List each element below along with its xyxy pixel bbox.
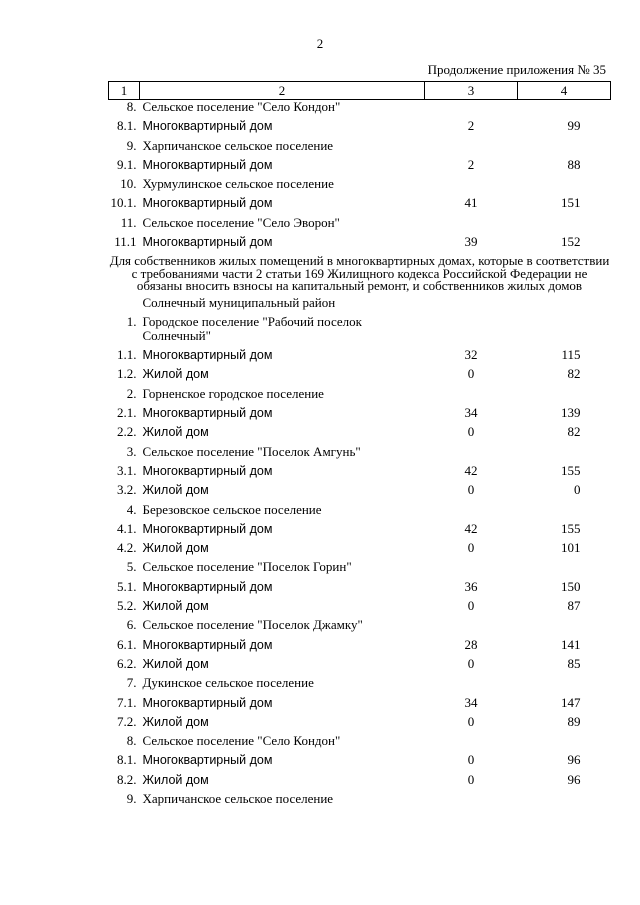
row-value-col4: 115	[561, 347, 581, 363]
row-name: Городское поселение "Рабочий поселок Солнечный"	[142, 314, 362, 344]
table-row	[109, 216, 611, 235]
row-number: 8.1.	[117, 752, 137, 768]
table-row	[109, 177, 611, 196]
row-number: 9.	[126, 137, 137, 153]
row-number: 4.1.	[117, 520, 137, 536]
row-number: 8.	[126, 99, 137, 114]
row-value-col3: 0	[467, 598, 475, 614]
row-value-col3: 28	[464, 636, 478, 652]
row-name: Многоквартирный дом	[142, 235, 273, 250]
row-number: 7.2.	[117, 713, 137, 729]
row-number: 11.	[120, 214, 137, 230]
row-number: 2.1.	[117, 405, 137, 421]
row-value-col4: 155	[561, 462, 581, 478]
data-table	[108, 81, 611, 811]
row-number: 4.2.	[117, 540, 137, 556]
row-value-col4: 139	[561, 405, 581, 421]
row-name: Многоквартирный дом	[142, 695, 273, 710]
row-value-col4: 151	[561, 195, 581, 211]
row-value-col3	[425, 734, 518, 753]
row-name: Многоквартирный дом	[142, 348, 273, 363]
row-number: 7.	[126, 675, 137, 691]
row-number: 2.	[126, 385, 137, 401]
row-value-col4: 152	[561, 234, 581, 250]
row-number: 2.2.	[117, 424, 137, 440]
row-name: Многоквартирный дом	[142, 521, 273, 536]
table-row	[109, 715, 611, 734]
row-value-col4	[518, 387, 611, 406]
row-number: 1.	[126, 314, 137, 330]
row-name: Многоквартирный дом	[142, 196, 273, 211]
row-name: Дукинское сельское поселение	[142, 675, 314, 691]
row-name: Жилой дом	[142, 541, 209, 556]
row-value-col3: 0	[467, 424, 475, 440]
row-value-col3: 2	[467, 118, 475, 134]
row-number: 5.1.	[117, 578, 137, 594]
row-number: 6.1.	[117, 636, 137, 652]
row-value-col4: 150	[561, 578, 581, 594]
header-col-1: 1	[109, 82, 140, 100]
row-number: 5.	[126, 559, 137, 575]
row-name: Харпичанское сельское поселение	[142, 137, 334, 153]
section-heading: Для собственников жилых помещений в многоквартирных домах, которые в соответствии с требованиями части 2 статьи 169 Жилищного кодекса Российской Федерации не обязаны вносить взносы на капитальный ремонт, и собственников жилых домов	[109, 253, 610, 294]
table-row	[109, 657, 611, 676]
section-heading-row	[109, 254, 611, 296]
row-name: Харпичанское сельское поселение	[142, 791, 334, 806]
row-number: 3.	[126, 443, 137, 459]
row-number: 10.1.	[110, 195, 137, 211]
row-value-col3: 41	[464, 195, 478, 211]
row-value-col4	[518, 177, 611, 196]
row-value-col3	[425, 315, 518, 348]
row-number: 3.1.	[117, 462, 137, 478]
page-number: 2	[316, 36, 324, 51]
table-row	[109, 315, 611, 348]
row-name: Хурмулинское сельское поселение	[142, 176, 334, 192]
row-value-col4	[518, 618, 611, 637]
table-row	[109, 406, 611, 425]
row-name: Жилой дом	[142, 772, 209, 787]
row-value-col3: 0	[467, 482, 475, 498]
row-number: 11.1	[114, 234, 137, 250]
table-row	[109, 599, 611, 618]
row-number: 6.2.	[117, 655, 137, 671]
row-value-col4: 88	[567, 156, 581, 172]
row-number: 1.1.	[117, 347, 137, 363]
table-row	[109, 503, 611, 522]
row-value-col4	[518, 560, 611, 579]
table-row	[109, 348, 611, 367]
row-value-col3: 42	[464, 462, 478, 478]
table-row	[109, 522, 611, 541]
table-row	[109, 196, 611, 215]
row-value-col3	[425, 216, 518, 235]
row-value-col4	[518, 676, 611, 695]
row-name: Сельское поселение "Село Эворон"	[142, 214, 340, 230]
row-value-col3	[425, 100, 518, 120]
row-number: 8.	[126, 733, 137, 749]
table-header-row	[109, 82, 611, 100]
row-name: Жилой дом	[142, 714, 209, 729]
table-row	[109, 638, 611, 657]
row-value-col3	[425, 445, 518, 464]
row-value-col3	[425, 387, 518, 406]
table-row	[109, 387, 611, 406]
row-value-col4	[518, 792, 611, 811]
district-name: Солнечный муниципальный район	[142, 294, 336, 310]
table-body-top	[109, 100, 611, 255]
row-number: 9.	[126, 791, 137, 806]
row-name: Многоквартирный дом	[142, 157, 273, 172]
row-value-col3	[425, 676, 518, 695]
row-name: Многоквартирный дом	[142, 637, 273, 652]
row-value-col4: 99	[567, 118, 581, 134]
table-row	[109, 119, 611, 138]
row-value-col3	[425, 792, 518, 811]
table-row	[109, 100, 611, 120]
row-name: Сельское поселение "Поселок Горин"	[142, 559, 352, 575]
row-number: 6.	[126, 617, 137, 633]
header-col-3: 3	[425, 82, 518, 100]
row-value-col3: 2	[467, 156, 475, 172]
row-name: Многоквартирный дом	[142, 753, 273, 768]
row-value-col4: 96	[567, 752, 581, 768]
table-row	[109, 367, 611, 386]
row-value-col4	[518, 734, 611, 753]
header-col-4: 4	[518, 82, 611, 100]
row-name: Многоквартирный дом	[142, 579, 273, 594]
row-name: Сельское поселение "Село Кондон"	[142, 733, 341, 749]
row-name: Многоквартирный дом	[142, 406, 273, 421]
row-value-col3	[425, 560, 518, 579]
table-row	[109, 235, 611, 254]
row-value-col4	[518, 503, 611, 522]
row-value-col3: 34	[464, 405, 478, 421]
row-number: 10.	[120, 176, 137, 192]
row-value-col4	[518, 100, 611, 120]
district-row	[109, 296, 611, 315]
row-value-col4: 89	[567, 713, 581, 729]
row-name: Сельское поселение "Поселок Джамку"	[142, 617, 363, 633]
row-value-col4: 82	[567, 424, 581, 440]
row-value-col4: 155	[561, 520, 581, 536]
row-value-col3	[425, 618, 518, 637]
row-value-col4	[518, 315, 611, 348]
row-number: 5.2.	[117, 598, 137, 614]
table-row	[109, 753, 611, 772]
row-number: 1.2.	[117, 366, 137, 382]
row-number: 9.1.	[117, 156, 137, 172]
row-value-col3: 0	[467, 771, 475, 787]
row-value-col3: 0	[467, 713, 475, 729]
row-value-col4: 0	[574, 482, 581, 498]
table-row	[109, 618, 611, 637]
row-name: Сельское поселение "Село Кондон"	[142, 99, 341, 114]
continuation-label: Продолжение приложения № 35	[427, 62, 606, 77]
row-name: Горненское городское поселение	[142, 385, 324, 401]
row-value-col4: 82	[567, 366, 581, 382]
section-block	[109, 254, 611, 315]
table-row	[109, 445, 611, 464]
table-row	[109, 139, 611, 158]
row-name: Многоквартирный дом	[142, 463, 273, 478]
table-row	[109, 734, 611, 753]
row-number	[109, 296, 140, 315]
row-number: 7.1.	[117, 694, 137, 710]
table-row	[109, 773, 611, 792]
row-name: Сельское поселение "Поселок Амгунь"	[142, 443, 361, 459]
table-row	[109, 580, 611, 599]
row-value-col3: 42	[464, 520, 478, 536]
table-row	[109, 792, 611, 811]
row-value-col4: 147	[561, 694, 581, 710]
row-number: 8.1.	[117, 118, 137, 134]
table-body-bottom	[109, 315, 611, 811]
row-value-col4	[518, 445, 611, 464]
table-row	[109, 541, 611, 560]
table-row	[109, 483, 611, 502]
row-name: Жилой дом	[142, 367, 209, 382]
row-value-col4	[518, 139, 611, 158]
table-row	[109, 425, 611, 444]
row-value-col3: 34	[464, 694, 478, 710]
row-value-col3	[425, 177, 518, 196]
row-value-col4: 87	[567, 598, 581, 614]
row-number: 4.	[126, 501, 137, 517]
row-value-col3: 0	[467, 540, 475, 556]
table-row	[109, 696, 611, 715]
row-number: 8.2.	[117, 771, 137, 787]
table-row	[109, 158, 611, 177]
row-value-col3	[425, 503, 518, 522]
row-value-col4: 96	[567, 771, 581, 787]
row-name: Березовское сельское поселение	[142, 501, 322, 517]
row-name: Жилой дом	[142, 599, 209, 614]
table-row	[109, 464, 611, 483]
row-name: Жилой дом	[142, 483, 209, 498]
table-row	[109, 676, 611, 695]
row-value-col4: 101	[561, 540, 581, 556]
row-value-col3	[425, 139, 518, 158]
row-name: Многоквартирный дом	[142, 119, 273, 134]
row-value-col3: 39	[464, 234, 478, 250]
row-value-col3: 0	[467, 366, 475, 382]
row-value-col4	[518, 216, 611, 235]
row-value-col4: 141	[561, 636, 581, 652]
table-row	[109, 560, 611, 579]
row-name: Жилой дом	[142, 656, 209, 671]
row-value-col3: 36	[464, 578, 478, 594]
row-value-col3: 0	[467, 655, 475, 671]
row-number: 3.2.	[117, 482, 137, 498]
row-name: Жилой дом	[142, 425, 209, 440]
row-value-col4: 85	[567, 655, 581, 671]
header-col-2: 2	[140, 82, 425, 100]
row-value-col3: 32	[464, 347, 478, 363]
row-value-col3: 0	[467, 752, 475, 768]
table-header	[109, 82, 611, 100]
